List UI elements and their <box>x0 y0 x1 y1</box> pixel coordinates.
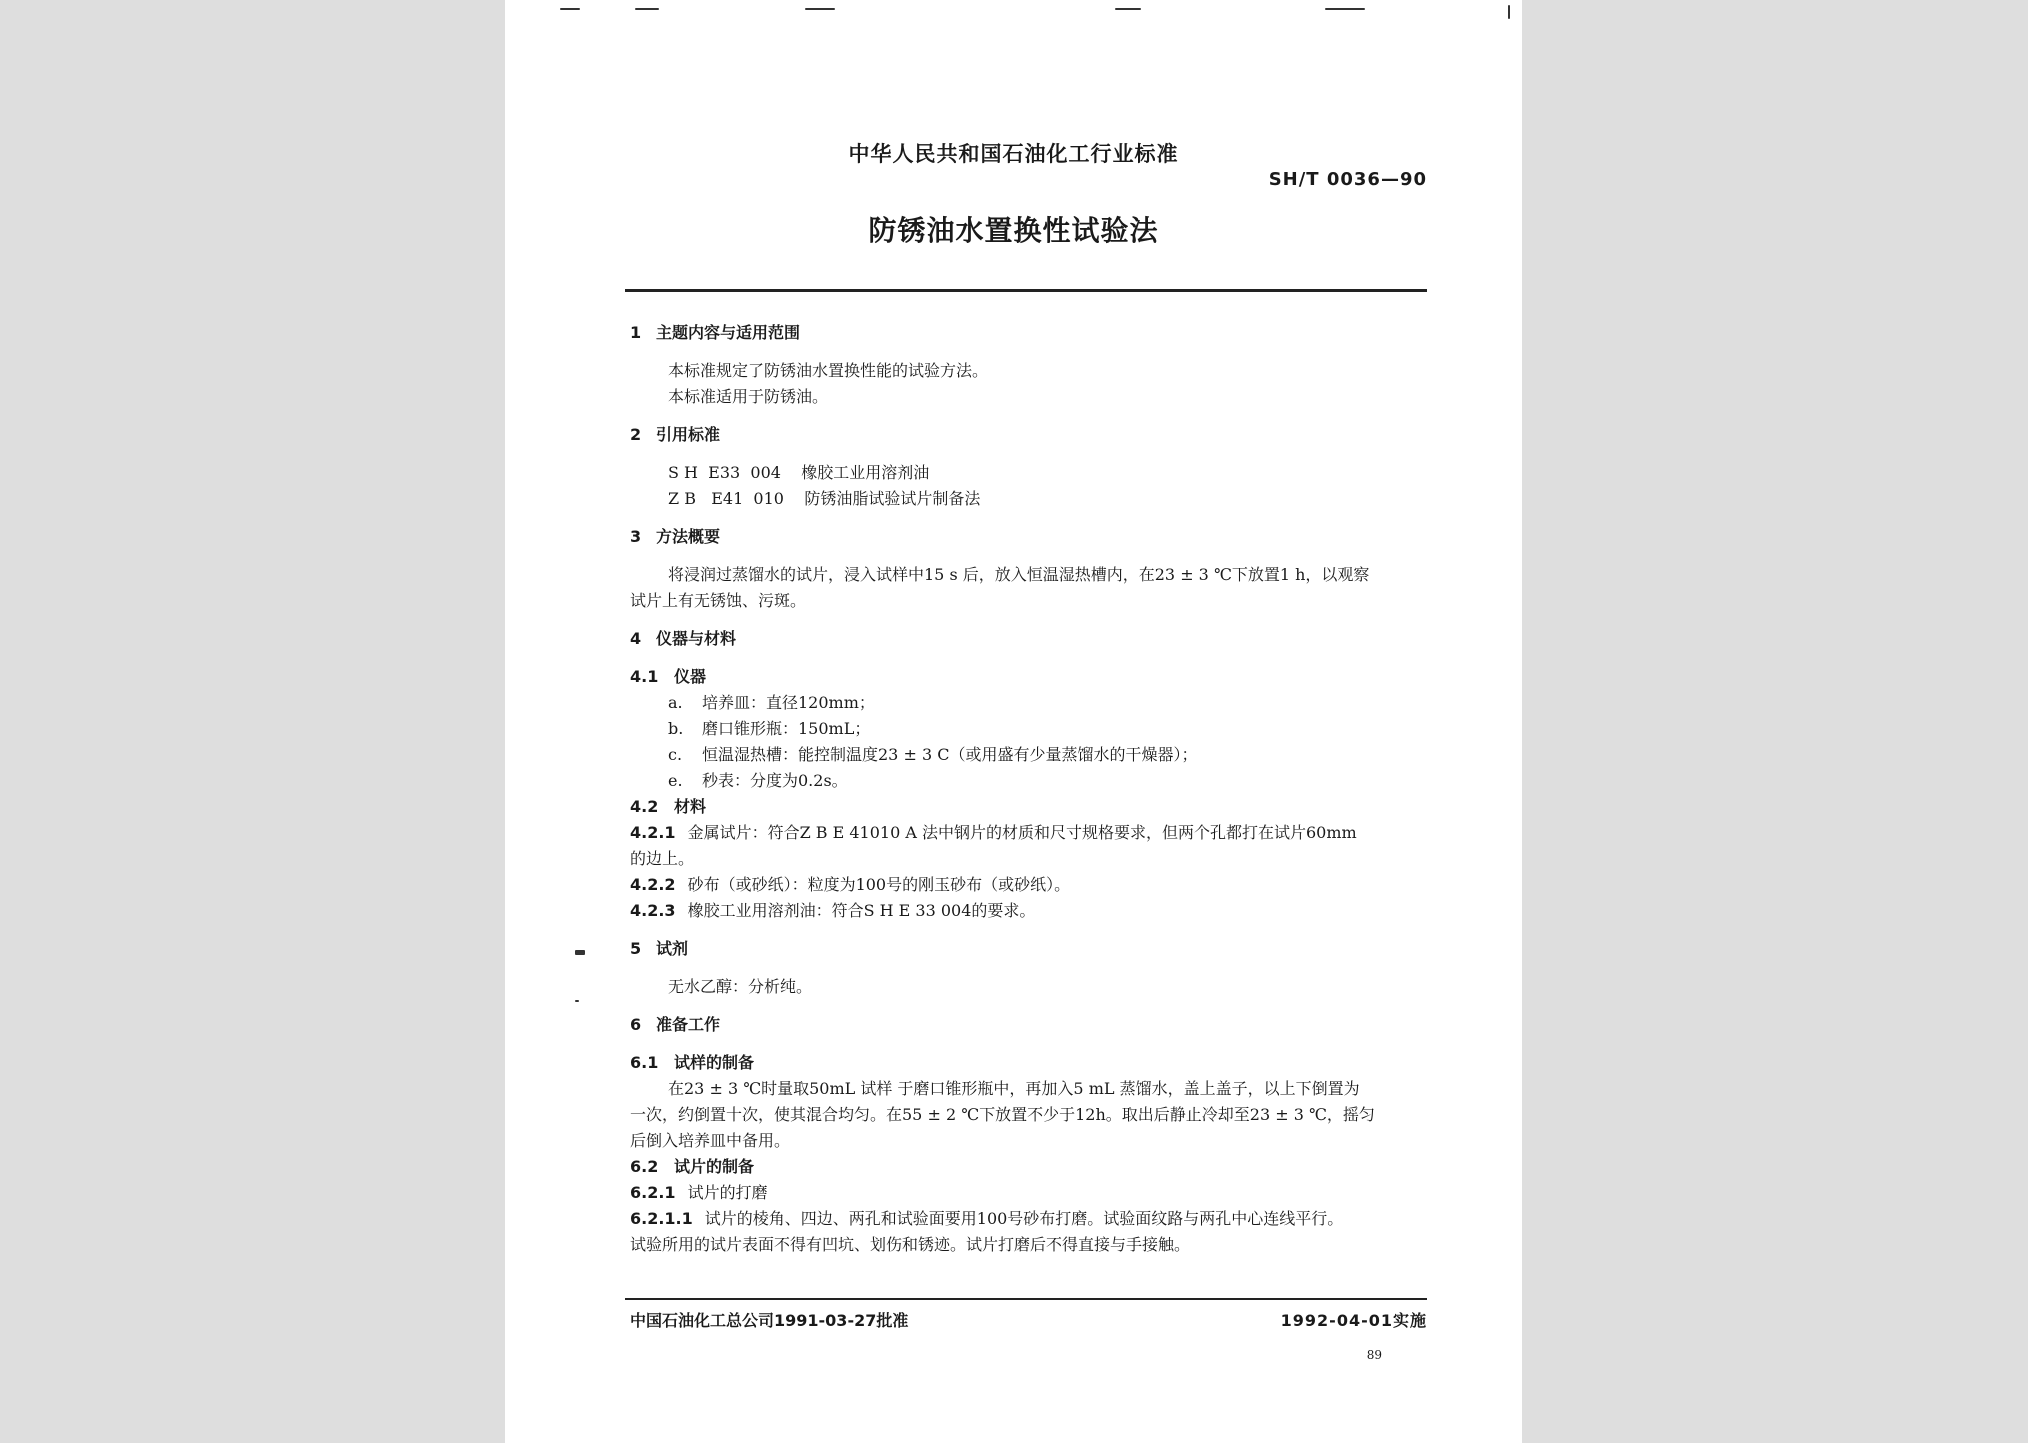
list-item <box>630 742 1435 768</box>
list-item-text: 培养皿：直径120mm； <box>702 693 875 712</box>
section-title: 准备工作 <box>656 1015 721 1034</box>
subsection-number: 6.1 <box>630 1053 659 1072</box>
subsection-heading <box>630 794 1435 820</box>
page-number: 89 <box>1366 1348 1382 1362</box>
scan-speck <box>575 950 585 955</box>
subsection-title: 材料 <box>674 797 707 816</box>
clause <box>630 898 1435 924</box>
clause-text: 金属试片：符合Z B E 41010 A 法中钢片的材质和尺寸规格要求，但两个孔都打在试片60mm <box>687 823 1357 842</box>
section-number: 2 <box>630 425 642 444</box>
section-number: 1 <box>630 323 642 342</box>
scan-speck <box>575 1000 579 1002</box>
clause-number: 4.2.2 <box>630 875 676 894</box>
subsection-heading <box>630 664 1435 690</box>
list-item-text: 秒表：分度为0.2s。 <box>702 771 848 790</box>
footer-divider <box>625 1298 1427 1300</box>
clause-number: 4.2.3 <box>630 901 676 920</box>
scan-speck <box>635 8 659 10</box>
clause-text: 试片的棱角、四边、两孔和试验面要用100号砂布打磨。试验面纹路与两孔中心连线平行。 <box>704 1209 1344 1228</box>
clause <box>630 820 1435 846</box>
section-title: 方法概要 <box>656 527 721 546</box>
reference-item: S H E33 004 橡胶工业用溶剂油 <box>668 463 930 482</box>
subsection-title: 试片的制备 <box>674 1157 755 1176</box>
list-item <box>630 768 1435 794</box>
scan-speck <box>1115 8 1141 10</box>
clause-number: 6.2.1 <box>630 1183 676 1202</box>
section-title: 引用标准 <box>656 425 721 444</box>
document-body <box>630 320 1435 1258</box>
reference-item: Z B E41 010 防锈油脂试验试片制备法 <box>668 489 981 508</box>
paragraph: 本标准规定了防锈油水置换性能的试验方法。 <box>668 361 989 380</box>
clause-number: 4.2.1 <box>630 823 676 842</box>
clause-continuation: 的边上。 <box>630 849 695 868</box>
document-title: 防锈油水置换性试验法 <box>868 214 1159 247</box>
paragraph: 无水乙醇：分析纯。 <box>668 977 813 996</box>
list-item <box>630 716 1435 742</box>
list-marker: a. <box>668 693 683 712</box>
clause <box>630 872 1435 898</box>
section-heading <box>630 936 1435 962</box>
subsection-heading <box>630 1154 1435 1180</box>
section-number: 3 <box>630 527 642 546</box>
subsection-number: 6.2 <box>630 1157 659 1176</box>
scan-speck <box>1325 8 1365 10</box>
section-number: 6 <box>630 1015 642 1034</box>
subsection-title: 仪器 <box>674 667 707 686</box>
section-heading <box>630 422 1435 448</box>
clause-text: 试片的打磨 <box>687 1183 768 1202</box>
clause-text: 砂布（或砂纸）：粒度为100号的刚玉砂布（或砂纸）。 <box>687 875 1071 894</box>
scan-speck <box>1508 5 1510 19</box>
standard-code: SH/T 0036—90 <box>1268 169 1427 190</box>
clause <box>630 1180 1435 1206</box>
subsection-number: 4.2 <box>630 797 659 816</box>
paragraph: 将浸润过蒸馏水的试片，浸入试样中15 s 后，放入恒温湿热槽内，在23 ± 3 ℃下放置1 h，以观察 <box>668 565 1370 584</box>
scan-speck <box>805 8 835 10</box>
clause-continuation: 试验所用的试片表面不得有凹坑、划伤和锈迹。试片打磨后不得直接与手接触。 <box>630 1235 1191 1254</box>
list-item-text: 恒温湿热槽：能控制温度23 ± 3 C（或用盛有少量蒸馏水的干燥器）； <box>702 745 1198 764</box>
section-heading <box>630 524 1435 550</box>
clause <box>630 1206 1435 1232</box>
section-heading <box>630 320 1435 346</box>
paragraph: 在23 ± 3 ℃时量取50mL 试样 于磨口锥形瓶中，再加入5 mL 蒸馏水，盖上盖子，以上下倒置为 <box>668 1079 1360 1098</box>
effective-date: 1992-04-01实施 <box>1280 1311 1427 1330</box>
clause-text: 橡胶工业用溶剂油：符合S H E 33 004的要求。 <box>687 901 1036 920</box>
approval-note: 中国石油化工总公司1991-03-27批准 <box>630 1311 909 1330</box>
standard-org-heading: 中华人民共和国石油化工行业标准 <box>848 142 1179 166</box>
list-item-text: 磨口锥形瓶：150mL； <box>702 719 871 738</box>
section-title: 试剂 <box>656 939 689 958</box>
list-item <box>630 690 1435 716</box>
section-number: 5 <box>630 939 642 958</box>
subsection-heading <box>630 1050 1435 1076</box>
section-heading <box>630 626 1435 652</box>
subsection-number: 4.1 <box>630 667 659 686</box>
paragraph: 本标准适用于防锈油。 <box>668 387 829 406</box>
list-marker: b. <box>668 719 684 738</box>
document-page <box>505 0 1522 1443</box>
scan-speck <box>560 8 580 10</box>
section-heading <box>630 1012 1435 1038</box>
section-title: 主题内容与适用范围 <box>656 323 801 342</box>
section-number: 4 <box>630 629 642 648</box>
section-title: 仪器与材料 <box>656 629 737 648</box>
clause-number: 6.2.1.1 <box>630 1209 693 1228</box>
paragraph: 后倒入培养皿中备用。 <box>630 1131 791 1150</box>
header-divider <box>625 289 1427 292</box>
paragraph: 一次，约倒置十次，使其混合均匀。在55 ± 2 ℃下放置不少于12h。取出后静止冷却至23 ± 3 ℃，摇匀 <box>630 1105 1375 1124</box>
list-marker: c. <box>668 745 683 764</box>
subsection-title: 试样的制备 <box>674 1053 755 1072</box>
list-marker: e. <box>668 771 683 790</box>
paragraph: 试片上有无锈蚀、污斑。 <box>630 591 807 610</box>
